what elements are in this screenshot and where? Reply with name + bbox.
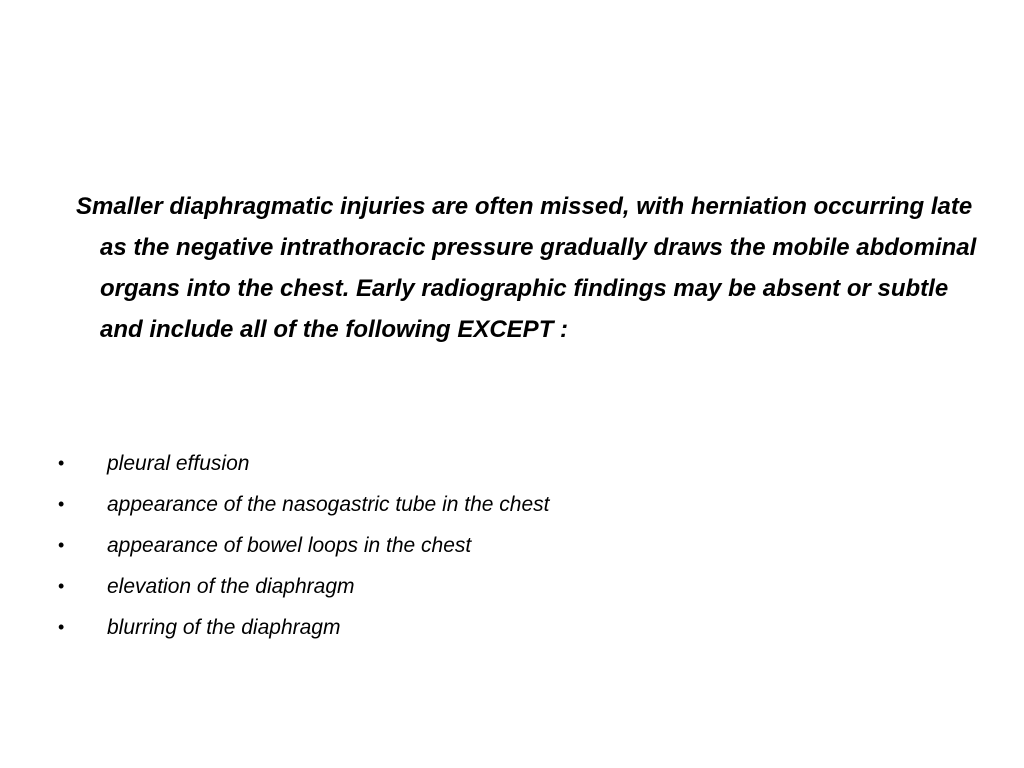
answer-option [58, 525, 858, 566]
bullet-icon: • [58, 617, 65, 637]
bullet-icon: • [58, 494, 65, 514]
answer-option [58, 484, 858, 525]
answer-option [58, 607, 858, 648]
answer-option-label: elevation of the diaphragm [107, 575, 355, 598]
answer-option-label: pleural effusion [107, 452, 250, 475]
answer-option-label: appearance of the nasogastric tube in the chest [107, 493, 550, 516]
answer-option-label: blurring of the diaphragm [107, 616, 341, 639]
answer-option [58, 566, 858, 607]
bullet-icon: • [58, 576, 65, 596]
answer-option [58, 443, 858, 484]
bullet-icon: • [58, 535, 65, 555]
answer-option-label: appearance of bowel loops in the chest [107, 534, 472, 557]
bullet-icon: • [58, 453, 65, 473]
question-text: Smaller diaphragmatic injuries are often missed, with herniation occurring late as the negative intrathoracic pressure gradually draws the mobile abdominal organs into the chest. Early radiographic findings may be absent or subtle and include all of the following EXCEPT : [76, 193, 977, 343]
answer-options-list [58, 443, 858, 648]
